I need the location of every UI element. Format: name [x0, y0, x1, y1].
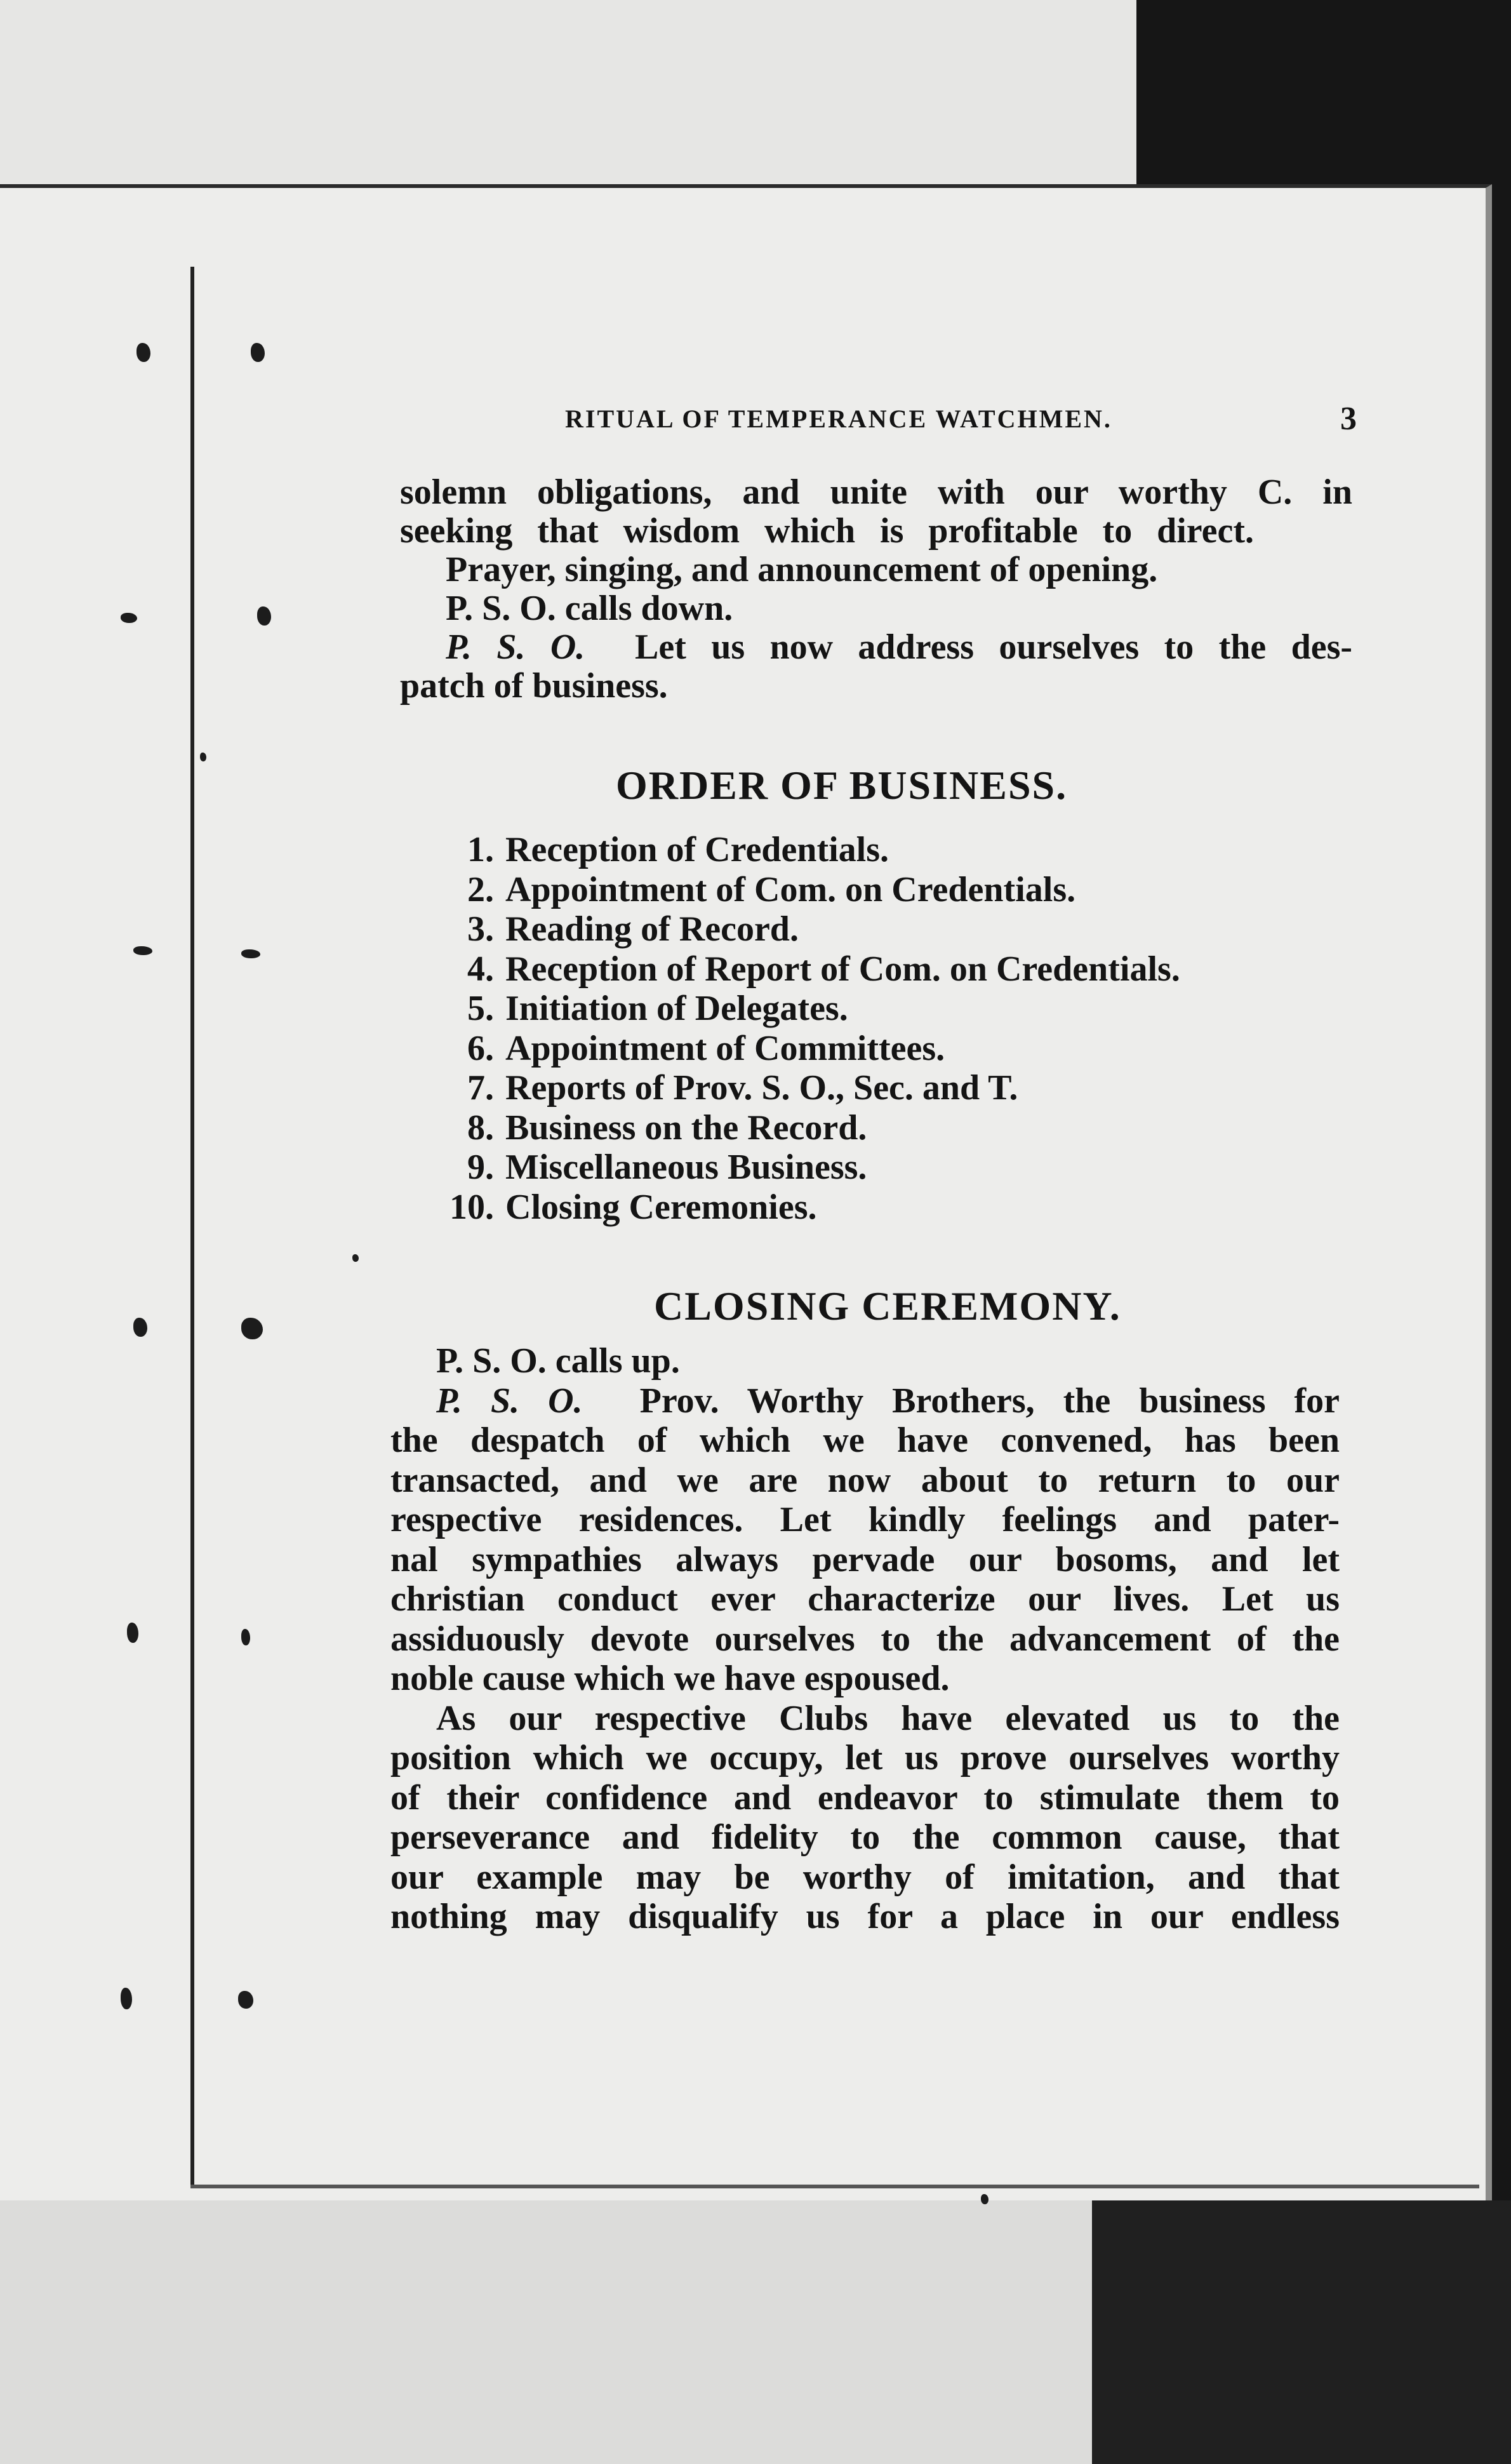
- stitch-hole: [241, 949, 260, 958]
- list-item: [438, 830, 1180, 870]
- stitch-hole: [121, 613, 137, 623]
- list-item: [438, 1068, 1180, 1108]
- list-text: Miscellaneous Business.: [505, 1148, 867, 1187]
- list-number: 5.: [467, 989, 494, 1028]
- text-line: position which we occupy, let us prove ourselves worthy: [390, 1738, 1340, 1778]
- text-line: P. S. O. calls down.: [446, 589, 733, 628]
- stitch-hole: [127, 1623, 138, 1643]
- text-line: Prayer, singing, and announcement of opening.: [446, 550, 1158, 589]
- stitch-hole: [251, 343, 265, 362]
- text-line: seeking that wisdom which is profitable to direct.: [400, 511, 1254, 551]
- speaker-text: Prov. Worthy Brothers, the business for: [639, 1381, 1340, 1421]
- stitch-hole: [133, 946, 152, 955]
- text-line: perseverance and fidelity to the common cause, that: [390, 1818, 1340, 1857]
- text-line: [390, 1381, 1340, 1421]
- text-line: noble cause which we have espoused.: [390, 1659, 950, 1698]
- list-text: Reception of Credentials.: [505, 830, 889, 869]
- page-number: 3: [1340, 401, 1359, 437]
- closing-ceremony-text: [390, 1341, 1340, 1937]
- list-text: Appointment of Com. on Credentials.: [505, 869, 1076, 909]
- text-line: nothing may disqualify us for a place in our endless: [390, 1897, 1340, 1936]
- text-line: christian conduct ever characterize our lives. Let us: [390, 1579, 1340, 1619]
- stitch-hole: [981, 2194, 988, 2204]
- binding-line: [190, 267, 194, 2185]
- bottom-dark-area: [1092, 2200, 1511, 2464]
- list-text: Closing Ceremonies.: [505, 1187, 817, 1227]
- stitch-hole: [257, 606, 271, 626]
- list-item: [438, 1148, 1180, 1188]
- text-line: transacted, and we are now about to return to our: [390, 1460, 1340, 1500]
- stitch-hole: [238, 1991, 253, 2009]
- list-number: 2.: [467, 869, 494, 909]
- list-number: 10.: [449, 1187, 494, 1227]
- list-text: Initiation of Delegates.: [505, 989, 848, 1028]
- list-item: [438, 1029, 1180, 1069]
- stitch-hole: [133, 1318, 147, 1337]
- list-item: [438, 949, 1180, 989]
- list-text: Business on the Record.: [505, 1108, 867, 1148]
- text-line: assiduously devote ourselves to the advancement of the: [390, 1619, 1340, 1659]
- stitch-hole: [241, 1629, 250, 1645]
- order-of-business-list: [438, 830, 1180, 1227]
- list-number: 3.: [467, 909, 494, 949]
- text-line: solemn obligations, and unite with our worthy C. in: [400, 472, 1352, 512]
- list-item: [438, 870, 1180, 910]
- text-line: nal sympathies always pervade our bosoms, and let: [390, 1539, 1340, 1579]
- list-text: Reports of Prov. S. O., Sec. and T.: [505, 1068, 1018, 1108]
- list-item: [438, 1188, 1180, 1228]
- text-line: the despatch of which we have convened, has been: [390, 1421, 1340, 1460]
- running-head-title: RITUAL OF TEMPERANCE WATCHMEN.: [565, 405, 1112, 433]
- list-number: 9.: [467, 1148, 494, 1187]
- closing-ceremony-heading: CLOSING CEREMONY.: [654, 1283, 1121, 1329]
- stitch-hole: [136, 343, 150, 362]
- speaker-text: Let us now address ourselves to the des-: [635, 627, 1353, 667]
- stitch-hole: [121, 1988, 132, 2009]
- text-line: respective residences. Let kindly feelings and pater-: [390, 1500, 1340, 1539]
- text-line: patch of business.: [400, 666, 668, 706]
- stitch-hole: [352, 1254, 359, 1262]
- text-line: of their confidence and endeavor to stimulate them to: [390, 1778, 1340, 1818]
- text-line: P. S. O. calls up.: [436, 1341, 680, 1381]
- list-text: Reading of Record.: [505, 909, 799, 949]
- order-of-business-heading: ORDER OF BUSINESS.: [616, 763, 1068, 808]
- list-item: [438, 909, 1180, 949]
- stitch-hole: [241, 1318, 263, 1339]
- list-text: Appointment of Committees.: [505, 1028, 945, 1068]
- list-text: Reception of Report of Com. on Credentials.: [505, 949, 1180, 989]
- list-number: 6.: [467, 1028, 494, 1068]
- list-item: [438, 1108, 1180, 1148]
- text-line: As our respective Clubs have elevated us to the: [436, 1698, 1340, 1738]
- list-number: 4.: [467, 949, 494, 989]
- speaker-label: P. S. O.: [436, 1381, 583, 1421]
- page-bottom-edge: [190, 2185, 1479, 2188]
- running-head: [565, 401, 1359, 442]
- stitch-hole: [200, 753, 206, 761]
- list-item: [438, 989, 1180, 1029]
- text-line: [400, 628, 1352, 667]
- opening-text: [400, 473, 1352, 706]
- list-number: 8.: [467, 1108, 494, 1148]
- list-number: 1.: [467, 830, 494, 869]
- text-line: our example may be worthy of imitation, and that: [390, 1857, 1340, 1897]
- speaker-label: P. S. O.: [446, 627, 585, 667]
- background-sheet-top: [0, 0, 1136, 191]
- list-number: 7.: [467, 1068, 494, 1108]
